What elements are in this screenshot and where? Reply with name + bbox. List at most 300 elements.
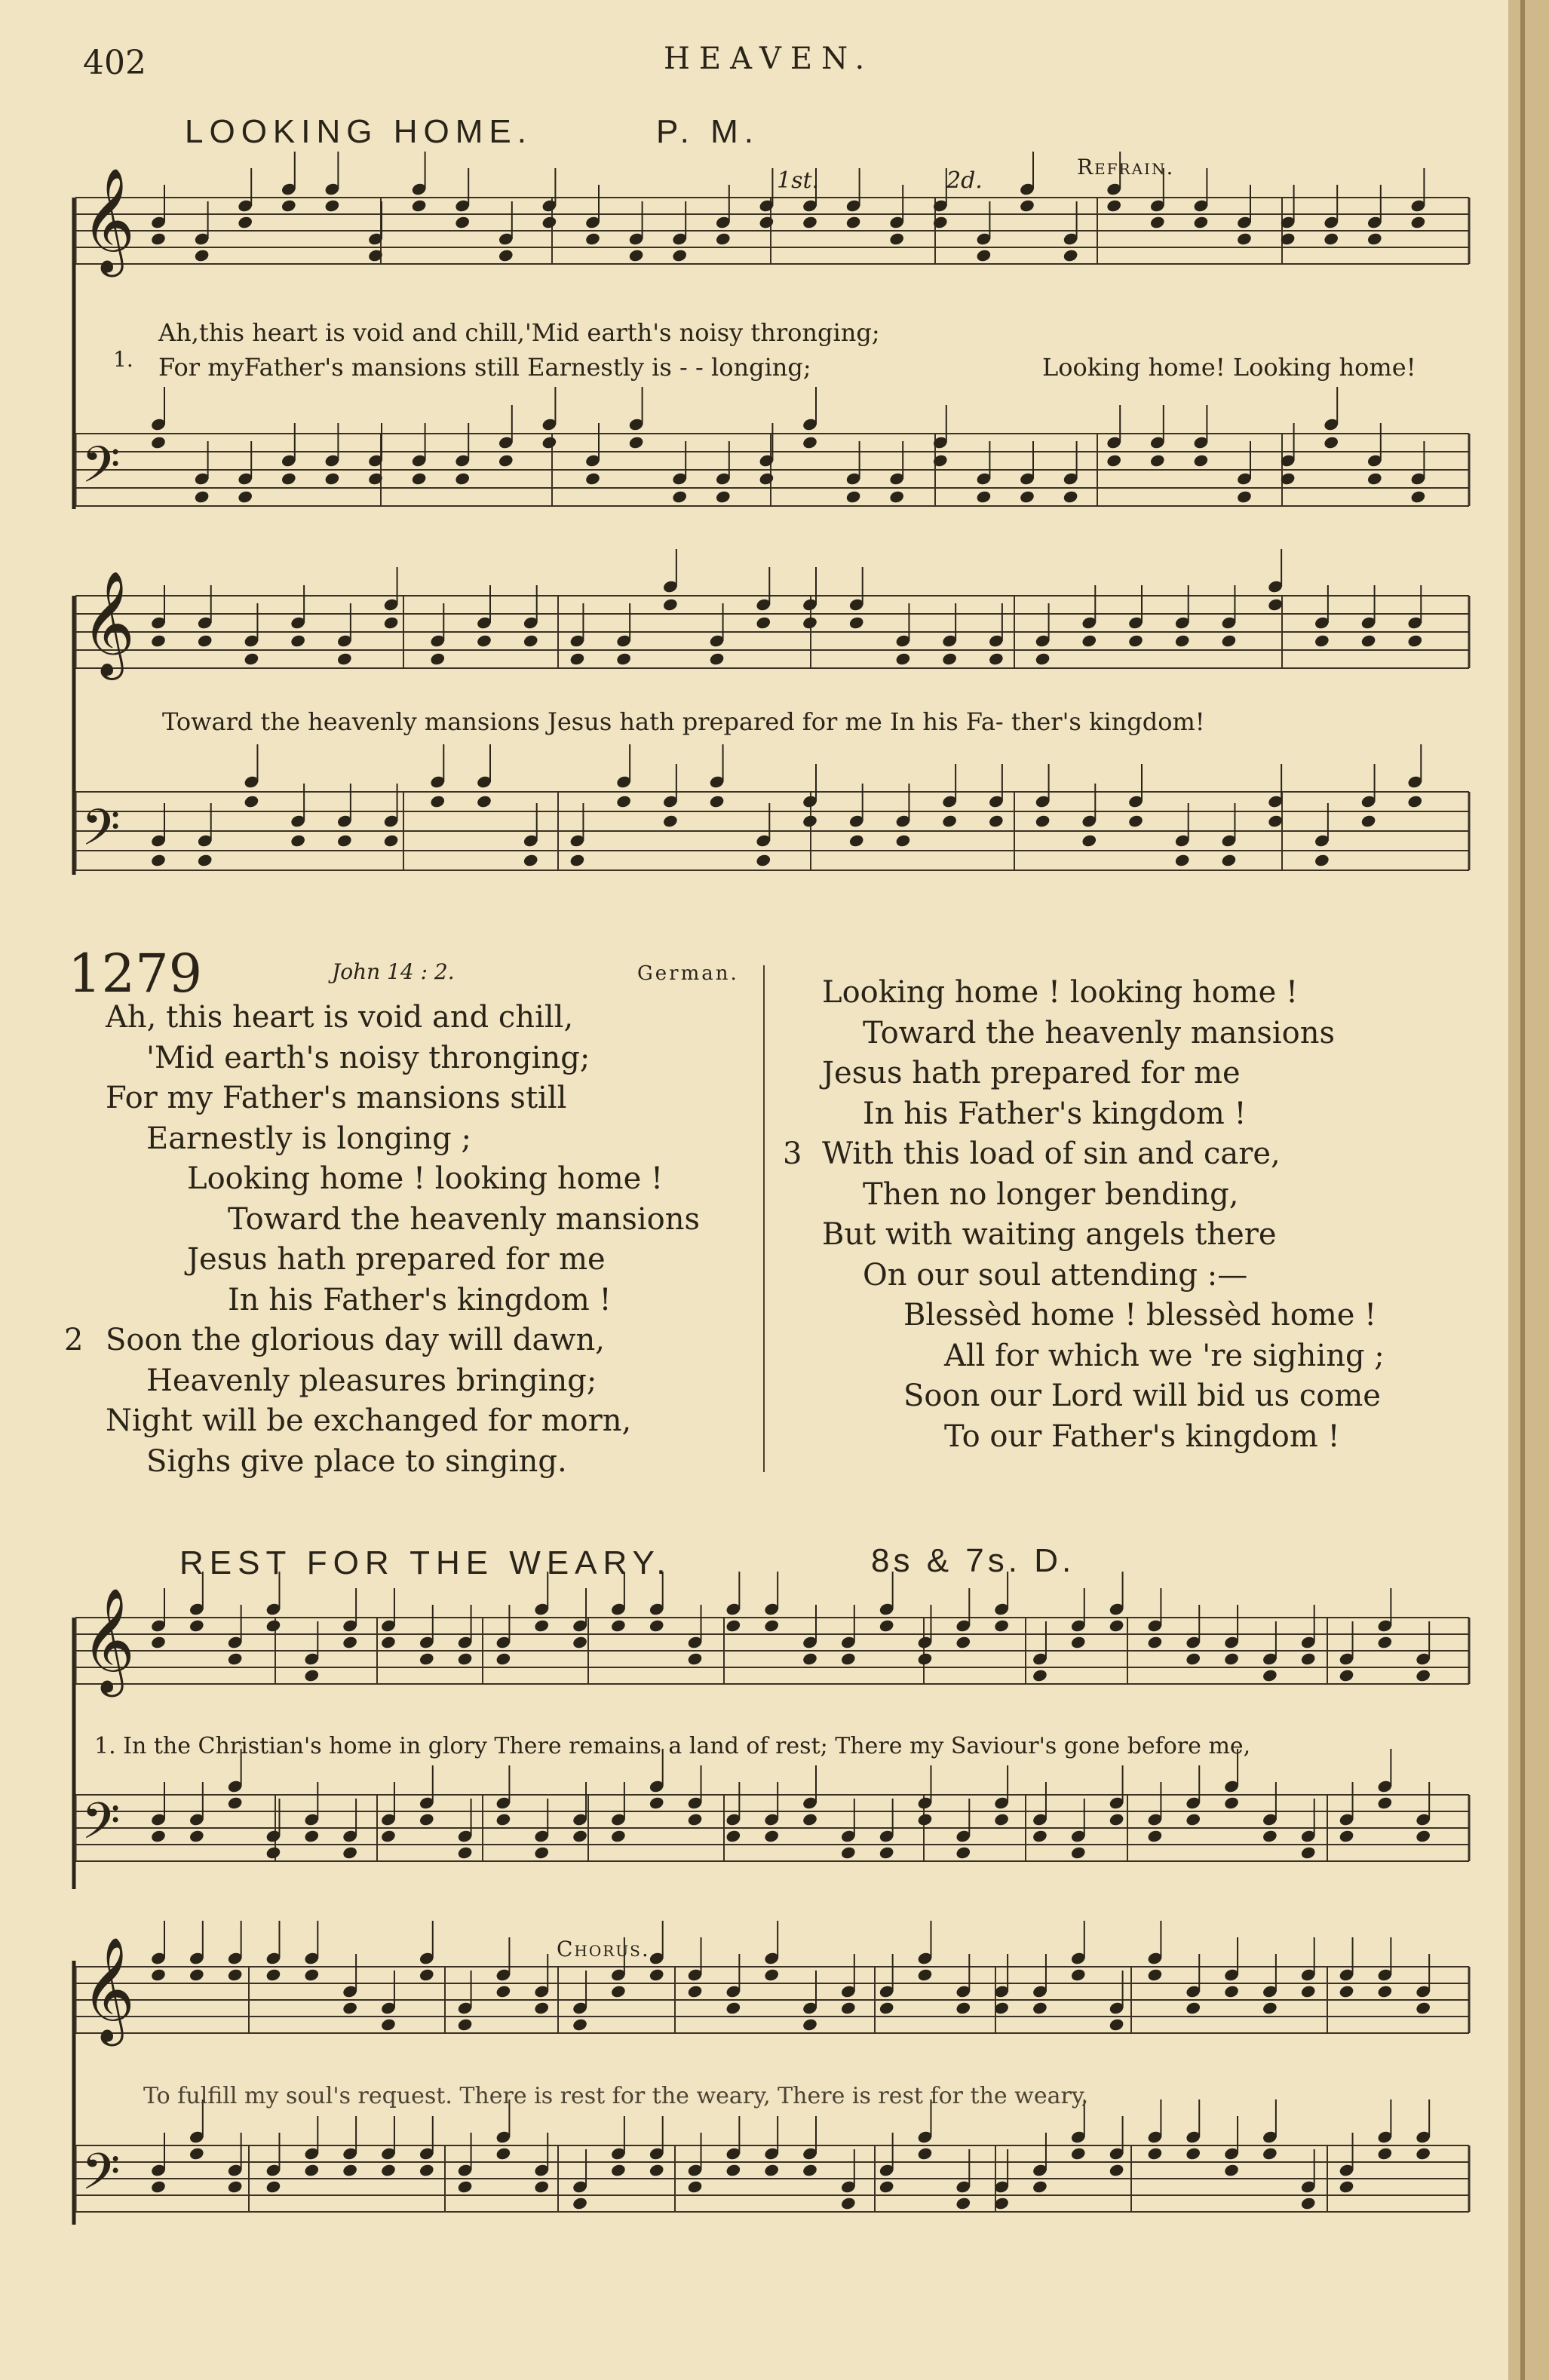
note-head: [1223, 1796, 1240, 1810]
bass-clef: 𝄢: [81, 799, 121, 869]
note-head: [1415, 1829, 1431, 1843]
note-head: [1185, 1812, 1201, 1826]
note-head: [303, 2163, 320, 2177]
hymn-number: 1279: [68, 943, 203, 1004]
note-head: [1314, 853, 1330, 867]
poem-line: [106, 1159, 700, 1200]
note-head: [150, 435, 167, 449]
note-head: [1406, 794, 1423, 808]
first-ending-mark: 1st.: [777, 167, 820, 194]
note-head: [265, 1967, 282, 1982]
poem-line-text: To our Father's kingdom !: [944, 1418, 1340, 1454]
lyrics-refrain: Looking home! Looking home!: [1042, 353, 1416, 382]
note-head: [687, 1652, 704, 1666]
running-head: HEAVEN.: [664, 41, 874, 76]
note-head: [1127, 814, 1144, 828]
lyrics-line-1a: Ah,this heart is void and chill,'Mid earth's noisy thronging;: [158, 318, 880, 347]
second-ending-mark: 2d.: [946, 167, 983, 194]
note-head: [454, 471, 471, 486]
note-head: [610, 1618, 627, 1633]
note-head: [1147, 1967, 1164, 1982]
note-head: [265, 2179, 282, 2194]
note-head: [1185, 2146, 1201, 2161]
poem-line: [106, 1280, 700, 1321]
note-head: [265, 1845, 282, 1860]
note-head: [1193, 453, 1210, 468]
treble-clef: 𝄞: [81, 167, 135, 273]
note-head: [759, 471, 775, 486]
note-head: [1300, 1984, 1317, 1998]
poem-line-text: On our soul attending :—: [863, 1257, 1248, 1293]
note-head: [662, 814, 679, 828]
note-head: [1323, 435, 1339, 449]
note-head: [1109, 2017, 1125, 2032]
note-head: [150, 2179, 167, 2194]
treble-clef: 𝄞: [81, 1937, 135, 2042]
note-head: [244, 794, 260, 808]
poem-line-text: Heavenly pleasures bringing;: [146, 1363, 597, 1398]
poem-line-text: For my Father's mansions still: [106, 1081, 567, 1115]
note-head: [324, 198, 341, 213]
note-head: [879, 1618, 895, 1633]
note-head: [1410, 489, 1427, 504]
note-head: [303, 1829, 320, 1843]
note-head: [802, 615, 818, 630]
lyrics-line-1b: For myFather's mansions still Earnestly is - - longing;: [158, 353, 811, 382]
note-head: [1339, 1984, 1355, 1998]
note-head: [429, 794, 446, 808]
note-head: [1081, 833, 1097, 848]
note-head: [649, 1618, 665, 1633]
note-head: [495, 1812, 512, 1826]
poem-line: [822, 1256, 1385, 1296]
tune1-meter: P. M.: [656, 113, 760, 150]
poem-line-text: Looking home ! looking home !: [187, 1161, 664, 1196]
note-head: [336, 833, 353, 848]
note-head: [687, 2179, 704, 2194]
note-head: [1267, 814, 1284, 828]
poem-line: [822, 1054, 1385, 1094]
note-head: [227, 1796, 244, 1810]
tune2-title: REST FOR THE WEARY.: [179, 1544, 672, 1581]
tune2-meter: 8s & 7s. D.: [871, 1542, 1075, 1579]
note-head: [1236, 232, 1253, 246]
note-head: [495, 1984, 512, 1998]
note-head: [879, 1845, 895, 1860]
note-head: [988, 814, 1005, 828]
note-head: [1149, 453, 1166, 468]
note-head: [383, 615, 400, 630]
note-head: [763, 1829, 780, 1843]
note-head: [1185, 2001, 1201, 2015]
poem-line: [822, 973, 1385, 1014]
note-head: [419, 1652, 435, 1666]
note-head: [1035, 652, 1051, 666]
poem-line: [822, 1175, 1385, 1216]
note-head: [1032, 2001, 1048, 2015]
note-head: [419, 2163, 435, 2177]
note-head: [523, 853, 539, 867]
note-head: [533, 2001, 550, 2015]
note-head: [290, 833, 306, 848]
note-head: [879, 2179, 895, 2194]
note-head: [802, 215, 818, 229]
note-head: [572, 2017, 588, 2032]
verse-number: 1.: [113, 347, 133, 372]
poem-line: [106, 1119, 700, 1160]
note-head: [1070, 1635, 1087, 1649]
note-head: [671, 489, 688, 504]
note-head: [584, 471, 601, 486]
note-head: [1109, 1812, 1125, 1826]
note-head: [495, 1652, 512, 1666]
note-head: [342, 1635, 358, 1649]
note-head: [917, 1967, 934, 1982]
note-head: [419, 1812, 435, 1826]
note-head: [1019, 489, 1035, 504]
note-head: [802, 2017, 818, 2032]
note-head: [1415, 1668, 1431, 1682]
poem-line-text: Toward the heavenly mansions: [863, 1015, 1336, 1050]
note-head: [649, 1967, 665, 1982]
note-head: [1174, 853, 1191, 867]
note-head: [342, 2001, 358, 2015]
note-head: [1063, 489, 1079, 504]
poem-line: [106, 1038, 700, 1079]
note-head: [649, 1796, 665, 1810]
poem-line-text: In his Father's kingdom !: [863, 1096, 1247, 1131]
note-head: [380, 2017, 397, 2032]
note-head: [1035, 814, 1051, 828]
note-head: [476, 794, 492, 808]
note-head: [848, 833, 865, 848]
lyrics-line-2: Toward the heavenly mansions Jesus hath prepared for me In his Fa- ther's kingdom!: [162, 707, 1205, 736]
note-head: [380, 2163, 397, 2177]
note-head: [610, 1984, 627, 1998]
note-head: [150, 1829, 167, 1843]
note-head: [715, 489, 732, 504]
poem-line: [106, 998, 700, 1038]
note-head: [572, 1635, 588, 1649]
tune1-title: LOOKING HOME.: [185, 113, 532, 150]
note-head: [1323, 232, 1339, 246]
note-head: [879, 2001, 895, 2015]
note-head: [498, 453, 514, 468]
note-head: [1366, 232, 1383, 246]
treble-clef: 𝄞: [81, 1587, 135, 1693]
poem-line-text: Earnestly is longing ;: [146, 1121, 471, 1156]
poem-line: [106, 1401, 700, 1442]
note-head: [303, 1967, 320, 1982]
note-head: [290, 633, 306, 648]
note-head: [303, 1668, 320, 1682]
note-head: [150, 633, 167, 648]
note-head: [1185, 1652, 1201, 1666]
note-head: [1019, 198, 1035, 213]
note-head: [281, 471, 297, 486]
poem-line: [106, 1240, 700, 1280]
note-head: [1147, 1829, 1164, 1843]
note-head: [888, 232, 905, 246]
note-head: [1262, 2001, 1278, 2015]
note-head: [917, 1652, 934, 1666]
verse-number: 2: [64, 1323, 84, 1357]
note-head: [848, 615, 865, 630]
note-head: [1339, 1668, 1355, 1682]
note-head: [725, 2001, 742, 2015]
note-head: [725, 1829, 742, 1843]
note-head: [615, 794, 632, 808]
note-head: [1360, 814, 1377, 828]
tune2-lyrics-line-1: 1. In the Christian's home in glory There remains a land of rest; There my Saviour's gone before me,: [94, 1733, 1251, 1759]
note-head: [237, 489, 253, 504]
note-head: [1223, 1652, 1240, 1666]
note-head: [917, 1812, 934, 1826]
note-head: [687, 1812, 704, 1826]
note-head: [802, 814, 818, 828]
verse-number: 3: [783, 1136, 802, 1171]
note-head: [1415, 2001, 1431, 2015]
note-head: [189, 1829, 205, 1843]
poem-line-text: Night will be exchanged for morn,: [106, 1403, 632, 1438]
note-head: [895, 652, 912, 666]
note-head: [976, 248, 992, 262]
poem-line: [822, 1376, 1385, 1417]
note-head: [845, 215, 862, 229]
note-head: [840, 2001, 857, 2015]
note-head: [840, 1845, 857, 1860]
note-head: [1032, 1829, 1048, 1843]
note-head: [342, 1845, 358, 1860]
note-head: [1300, 2196, 1317, 2210]
note-head: [993, 1812, 1010, 1826]
note-head: [1149, 215, 1166, 229]
poem-line: [64, 1320, 700, 1361]
note-head: [411, 198, 428, 213]
note-head: [194, 248, 210, 262]
note-head: [840, 2196, 857, 2210]
note-head: [523, 633, 539, 648]
note-head: [610, 1829, 627, 1843]
note-head: [1221, 853, 1238, 867]
note-head: [419, 1967, 435, 1982]
note-head: [1081, 633, 1097, 648]
poem-line: [822, 1296, 1385, 1336]
poem-line-text: Sighs give place to singing.: [146, 1443, 567, 1479]
note-head: [1174, 633, 1191, 648]
note-head: [189, 1618, 205, 1633]
note-head: [802, 2163, 818, 2177]
note-head: [1070, 1967, 1087, 1982]
note-head: [1339, 2179, 1355, 2194]
note-head: [189, 2146, 205, 2161]
note-head: [1193, 215, 1210, 229]
note-head: [541, 215, 558, 229]
poem-line: [822, 1336, 1385, 1377]
note-head: [457, 2017, 474, 2032]
note-head: [628, 248, 645, 262]
poem-line-text: Soon the glorious day will dawn,: [106, 1323, 606, 1357]
note-head: [1223, 2163, 1240, 2177]
note-head: [1314, 633, 1330, 648]
note-head: [533, 1845, 550, 1860]
poem-line-text: Blessèd home ! blessèd home !: [903, 1298, 1377, 1333]
poem-line-text: Then no longer bending,: [863, 1176, 1239, 1212]
poem-line-text: In his Father's kingdom !: [228, 1282, 612, 1317]
note-head: [715, 232, 732, 246]
bass-clef: 𝄢: [81, 1792, 121, 1863]
note-head: [380, 1635, 397, 1649]
note-head: [197, 633, 213, 648]
note-head: [495, 2146, 512, 2161]
note-head: [955, 1845, 971, 1860]
note-head: [237, 215, 253, 229]
note-head: [1377, 1796, 1394, 1810]
note-head: [802, 1812, 818, 1826]
note-head: [265, 1618, 282, 1633]
note-head: [628, 435, 645, 449]
poem-line-text: 'Mid earth's noisy thronging;: [146, 1040, 590, 1075]
poem-line: [783, 1134, 1385, 1175]
note-head: [1236, 489, 1253, 504]
note-head: [336, 652, 353, 666]
note-head: [189, 1967, 205, 1982]
note-head: [457, 2179, 474, 2194]
note-head: [988, 652, 1005, 666]
poem-line-text: Jesus hath prepared for me: [822, 1056, 1241, 1090]
poem-line: [822, 1094, 1385, 1135]
poem-line: [822, 1417, 1385, 1458]
note-head: [1377, 1635, 1394, 1649]
note-head: [1300, 1845, 1317, 1860]
note-head: [1106, 198, 1122, 213]
note-head: [840, 1652, 857, 1666]
note-head: [993, 1618, 1010, 1633]
note-head: [763, 2163, 780, 2177]
poem-right-column: [783, 973, 1385, 1457]
poem-left-column: [64, 998, 701, 1482]
note-head: [227, 1967, 244, 1982]
note-head: [1377, 2146, 1394, 2161]
note-head: [709, 794, 725, 808]
note-head: [1415, 2146, 1431, 2161]
note-head: [533, 2179, 550, 2194]
bass-clef: 𝄢: [81, 435, 121, 506]
note-head: [759, 215, 775, 229]
note-head: [150, 1967, 167, 1982]
note-head: [454, 215, 471, 229]
note-head: [1267, 597, 1284, 612]
note-head: [383, 833, 400, 848]
poem-line: [822, 1215, 1385, 1256]
poem-line: [822, 1014, 1385, 1054]
note-head: [1127, 633, 1144, 648]
scripture-reference: John 14 : 2.: [332, 959, 455, 984]
note-head: [802, 1652, 818, 1666]
note-head: [342, 2163, 358, 2177]
treble-clef: 𝄞: [81, 570, 135, 676]
note-head: [955, 1635, 971, 1649]
hymn-source: German.: [637, 962, 739, 985]
note-head: [1147, 2146, 1164, 2161]
note-head: [895, 833, 912, 848]
note-head: [1262, 1829, 1278, 1843]
note-head: [1070, 2146, 1087, 2161]
poem-line-text: Looking home ! looking home !: [822, 975, 1299, 1010]
note-head: [429, 652, 446, 666]
note-head: [1147, 1635, 1164, 1649]
note-head: [541, 435, 558, 449]
note-head: [955, 2001, 971, 2015]
poem-line-text: Ah, this heart is void and chill,: [106, 1000, 574, 1035]
note-head: [150, 853, 167, 867]
refrain-mark: Refrain.: [1077, 155, 1175, 179]
note-head: [572, 2196, 588, 2210]
note-head: [1339, 1829, 1355, 1843]
note-head: [476, 633, 492, 648]
note-head: [1262, 2146, 1278, 2161]
note-head: [1109, 1618, 1125, 1633]
note-head: [687, 1984, 704, 1998]
note-head: [457, 1845, 474, 1860]
poem-line-text: But with waiting angels there: [822, 1217, 1277, 1252]
note-head: [941, 652, 958, 666]
poem-line: [106, 1078, 700, 1119]
page-number: 402: [83, 44, 146, 82]
note-head: [194, 489, 210, 504]
note-head: [227, 1652, 244, 1666]
note-head: [763, 1967, 780, 1982]
note-head: [615, 652, 632, 666]
note-head: [457, 1652, 474, 1666]
note-head: [917, 2146, 934, 2161]
tune2-lyrics-line-2: To fulfill my soul's request. There is rest for the weary, There is rest for the weary,: [143, 2083, 1089, 2109]
note-head: [572, 1829, 588, 1843]
poem-line: [106, 1361, 700, 1402]
note-head: [324, 471, 341, 486]
note-head: [1360, 633, 1377, 648]
note-head: [671, 248, 688, 262]
note-head: [584, 232, 601, 246]
note-head: [845, 489, 862, 504]
note-head: [802, 435, 818, 449]
poem-line-text: Toward the heavenly mansions: [228, 1201, 701, 1237]
poem-line-text: All for which we 're sighing ;: [944, 1338, 1385, 1373]
note-head: [1106, 453, 1122, 468]
note-head: [227, 2179, 244, 2194]
note-head: [1070, 1845, 1087, 1860]
note-head: [725, 1618, 742, 1633]
note-head: [411, 471, 428, 486]
note-head: [150, 1635, 167, 1649]
poem-line: [106, 1200, 700, 1241]
bass-clef: 𝄢: [81, 2142, 121, 2213]
note-head: [610, 2163, 627, 2177]
note-head: [1032, 2179, 1048, 2194]
note-head: [150, 232, 167, 246]
note-head: [976, 489, 992, 504]
poem-line-text: Jesus hath prepared for me: [187, 1242, 606, 1277]
poem-line-text: With this load of sin and care,: [822, 1136, 1281, 1171]
note-head: [955, 2196, 971, 2210]
note-head: [1262, 1668, 1278, 1682]
note-head: [755, 853, 771, 867]
note-head: [1223, 1984, 1240, 1998]
note-head: [1109, 2163, 1125, 2177]
column-divider: [763, 965, 765, 1472]
note-head: [649, 2163, 665, 2177]
note-head: [763, 1618, 780, 1633]
